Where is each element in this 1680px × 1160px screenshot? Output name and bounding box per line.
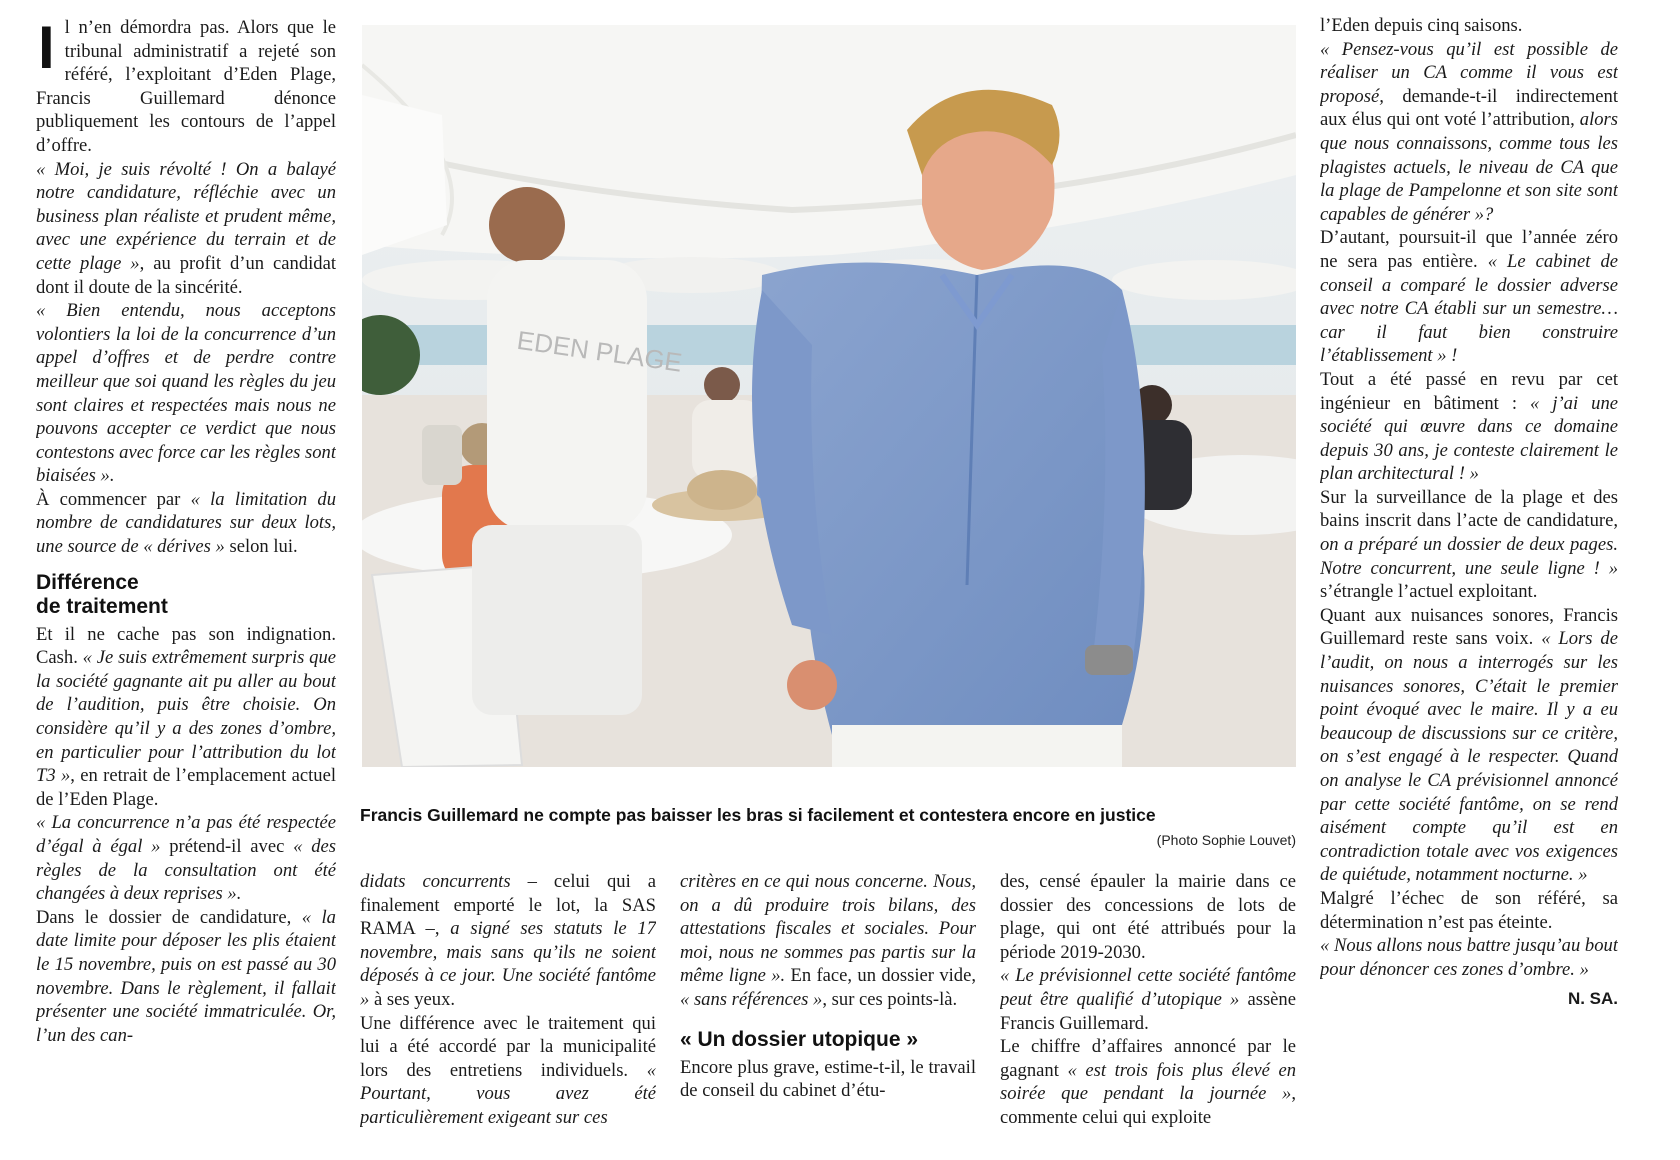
author-byline: N. SA. [1567, 989, 1618, 1009]
quote: « des règles de la consultation ont été changées à deux reprises ». [36, 836, 336, 905]
quote: « Je suis extrêmement surpris que la société gagnante ait pu aller au bout de l’audition, puis être choisie. On considère qu’il y a des zones d’ombre, en particulier pour l’attribution du lot T3 » [36, 647, 336, 787]
paragraph [36, 906, 336, 1048]
paragraph [1320, 38, 1618, 227]
paragraph [36, 299, 336, 488]
subheading-line: Différence [36, 570, 139, 594]
paragraph [680, 870, 976, 1012]
text: s’étrangle l’actuel exploitant. [1320, 581, 1538, 603]
text: Le chiffre d’affaires annoncé par le gagnant [1000, 1036, 1296, 1081]
quote: « Pourtant, vous avez été particulièrement exigeant sur ces [360, 1059, 656, 1128]
text: Quant aux nuisances sonores, Francis Guillemard reste sans voix. [1320, 604, 1618, 650]
quote: « la limitation du nombre de candidatures sur deux lots, une source de « dérives » [36, 488, 336, 558]
quote: « La concurrence n’a pas été respectée d’égal à égal » [36, 812, 336, 857]
subheading-difference [36, 571, 336, 619]
paragraph [36, 158, 336, 300]
text: , sur ces points-là. [822, 988, 958, 1010]
quote: « Lors de l’audit, on nous a interrogés sur les nuisances sonores, C’était le premier point évoqué avec le maire. Il y a eu beaucoup de discussions sur ce critère, on s’est engagé à le respecter. Quand on analyse le CA prévisionnel annoncé par cette société fantôme, on se rend aisément compte qu’il est en contradiction totale avec vos exigences de quiétude, notamment nocturne. » [1320, 628, 1618, 886]
text: des, censé épauler la mairie dans ce dossier des concessions de lots de plage, qui ont été attribués pour la période 2019-2030. [1000, 871, 1296, 963]
quote: « j’ai une société qui œuvre dans ce domaine depuis 30 ans, je conteste clairement le plan architectural ! » [1320, 392, 1618, 485]
text: assène Francis Guillemard. [1000, 988, 1296, 1034]
quote: « est trois fois plus élevé en soirée que pendant la journée » [1000, 1059, 1296, 1105]
paragraph [36, 811, 336, 905]
text: Une différence avec le traitement qui lui a été accordé par la municipalité lors des entretiens individuels. [360, 1012, 656, 1081]
quote: « Moi, je suis révolté ! On a balayé notre candidature, réfléchie avec un business plan réaliste et prudent même, avec une expérience du terrain et de cette plage » [36, 158, 336, 274]
photo-caption: Francis Guillemard ne compte pas baisser les bras si facilement et contestera encore en justice [360, 805, 1156, 825]
paragraph [680, 1056, 976, 1103]
quote: « Le prévisionnel cette société fantôme peut être qualifié d’utopique » [1000, 965, 1296, 1010]
paragraph [1000, 1035, 1296, 1129]
text: , commente celui qui exploite [1000, 1083, 1296, 1128]
paragraph [360, 1012, 656, 1130]
paragraph [1320, 14, 1618, 38]
quote: « Nous allons nous battre jusqu’au bout pour dénoncer ces zones d’ombre. » [1320, 935, 1618, 980]
paragraph [1320, 604, 1618, 887]
paragraph [36, 623, 336, 812]
subheading-line: de traitement [36, 594, 168, 618]
column-4 [1000, 870, 1296, 1160]
quote: on a préparé un dossier de deux pages. Notre concurrent, une seule ligne ! » [1320, 534, 1618, 579]
paragraph [1320, 368, 1618, 486]
subheading-dossier: « Un dossier utopique » [680, 1027, 919, 1051]
quote: didats concurrents [360, 871, 511, 892]
text: En face, un dossier vide, [785, 965, 976, 987]
paragraph [360, 870, 656, 1012]
text: , en retrait de l’emplacement actuel de l’Eden Plage. [36, 765, 336, 810]
text: l’Eden depuis cinq saisons. [1320, 15, 1523, 36]
quote: a signé ses statuts le 17 novembre, mais sans qu’ils ne soient déposés à ce jour. Une société fantôme » [360, 918, 656, 1010]
paragraph [1320, 887, 1618, 934]
drop-cap: I [38, 16, 55, 81]
paragraph-intro [36, 16, 336, 158]
text: selon lui. [224, 536, 298, 558]
column-5 [1320, 14, 1618, 1160]
text: À commencer par [36, 488, 191, 510]
text: demande-t-il indirectement aux élus qui ont voté l’attribution, [1320, 85, 1618, 131]
text: prétend-il avec [160, 836, 294, 857]
text: Tout a été passé en revu par cet ingénieur en bâtiment : [1320, 368, 1618, 414]
paragraph [1000, 964, 1296, 1035]
text: – celui qui a finalement emporté le lot, la SAS RAMA –, [360, 871, 656, 940]
column-1 [36, 16, 336, 1156]
quote: « sans références » [680, 988, 823, 1010]
quote: « Bien entendu, nous acceptons volontiers la loi de la concurrence d’un appel d’offres et de perdre contre meilleur que soi quand les règles du jeu sont claires et respectées mais nous ne pouvons accepter ce verdict que nous contestons avec force car les règles sont biaisées ». [36, 300, 336, 487]
text: à ses yeux. [369, 988, 456, 1010]
photo-credit: (Photo Sophie Louvet) [1156, 832, 1296, 848]
text: Malgré l’échec de son référé, sa détermination n’est pas éteinte. [1320, 887, 1618, 933]
quote: critères en ce qui nous concerne. Nous, on a dû produire trois bilans, des attestations fiscales et sociales. Pour moi, nous ne sommes pas partis sur la même ligne ». [680, 871, 976, 987]
intro-text: l n’en démordra pas. Alors que le tribunal administratif a rejeté son référé, l’exploitant d’Eden Plage, Francis Guillemard dénonce publiquement les contours de l’appel d’offre. [36, 17, 336, 156]
shirt-logo: EDEN PLAGE [515, 324, 684, 378]
quote: « Le cabinet de conseil a comparé le dossier adverse avec notre CA établi sur un semestre…car il faut bien construire l’établissement » ! [1320, 250, 1618, 367]
photo-illustration [362, 25, 1296, 767]
paragraph [36, 488, 336, 559]
text: , au profit d’un candidat dont il doute de la sincérité. [36, 252, 336, 298]
quote: alors que nous connaissons, comme tous les plagistes actuels, le niveau de CA que la plage de Pampelonne et son site sont capables de générer »? [1320, 109, 1618, 225]
text: Dans le dossier de candidature, [36, 906, 302, 928]
text: D’autant, poursuit-il que l’année zéro ne sera pas entière. [1320, 227, 1618, 272]
text: Sur la surveillance de la plage et des bains inscrit dans l’acte de candidature, [1320, 486, 1618, 532]
quote: « Pensez-vous qu’il est possible de réaliser un CA comme il vous est proposé, [1320, 38, 1618, 107]
paragraph [1320, 486, 1618, 604]
article-photo [362, 25, 1296, 767]
text: Encore plus grave, estime-t-il, le travail de conseil du cabinet d’étu- [680, 1056, 976, 1102]
column-2 [360, 870, 656, 1160]
column-3 [680, 870, 976, 1160]
quote: « la date limite pour déposer les plis étaient le 15 novembre, puis on est passé au 30 novembre. Dans le règlement, il fallait présenter une société immatriculée. Or, l’un des can- [36, 906, 336, 1046]
paragraph [1320, 226, 1618, 368]
text: Et il ne cache pas son indignation. Cash. [36, 623, 336, 669]
paragraph [1320, 934, 1618, 981]
paragraph [1000, 870, 1296, 964]
